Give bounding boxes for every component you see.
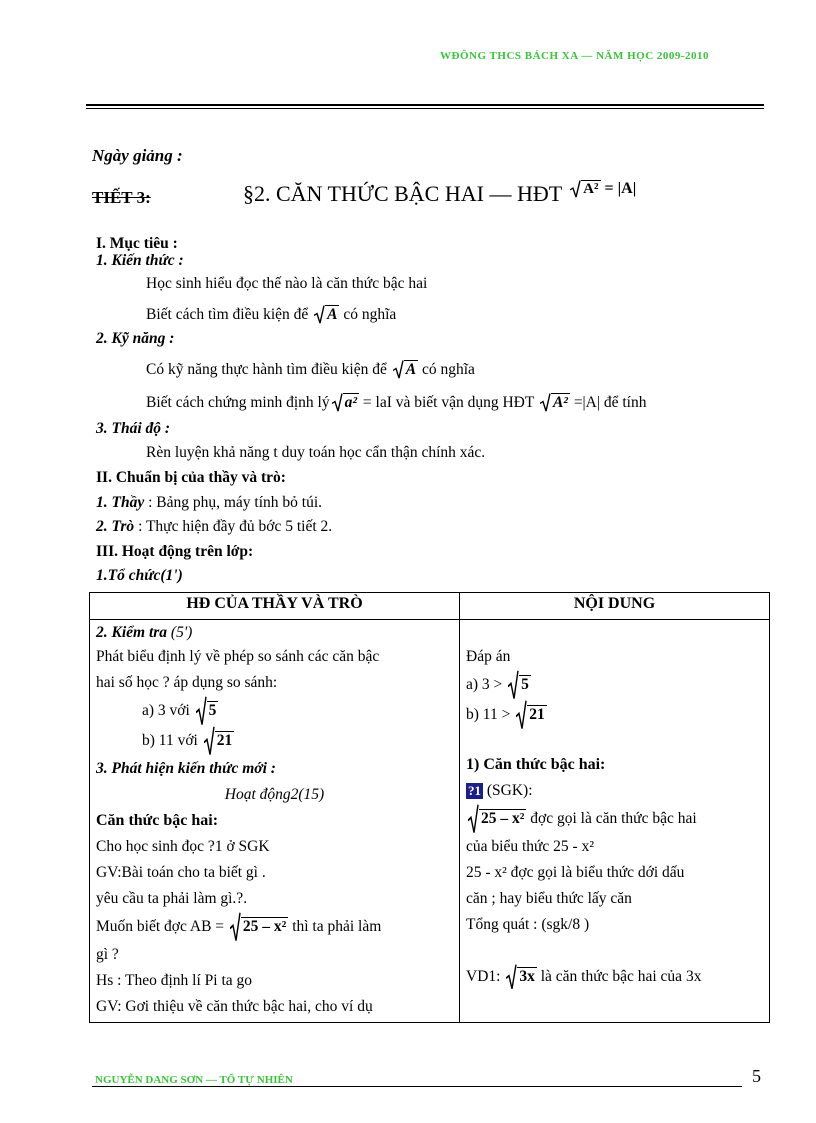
header-rule (86, 104, 764, 106)
section-1-heading: I. Mục tiêu : (96, 235, 178, 252)
table-header-activities: HĐ CỦA THẦY VÀ TRÒ (90, 593, 460, 620)
radical-25-x2: 25 – x² (230, 912, 288, 942)
page-number: 5 (752, 1066, 761, 1086)
dapan-label: Đáp án (466, 648, 511, 665)
tro-line: 2. Trò : Thực hiện đầy đủ bớc 5 tiết 2. (96, 518, 333, 535)
right-line: căn ; hay biểu thức lấy căn (466, 890, 632, 907)
header-rule-thin (86, 108, 764, 109)
thaido-line-1: Rèn luyện khả năng t duy toán học cẩn thận chính xác. (146, 444, 486, 461)
radical-a: A (314, 305, 339, 324)
radical-a2-small: a² (332, 393, 359, 412)
right-line: 25 - x² đợc gọi là biểu thức dới dấu (466, 864, 685, 881)
kynang-heading: 2. Kỹ năng : (96, 330, 175, 347)
lesson-title (243, 180, 636, 208)
left-line: hai số học ? áp dụng so sánh: (96, 674, 278, 691)
radical-21: 21 (204, 726, 235, 756)
table-header-content: NỘI DUNG (460, 593, 770, 620)
left-line-a: a) 3 với 5 (96, 696, 453, 726)
radical-5: 5 (508, 670, 531, 700)
left-line-ab: Muốn biết đợc AB = 25 – x² thì ta phải làm (96, 912, 453, 942)
thay-line: 1. Thầy : Bảng phụ, máy tính bỏ túi. (96, 494, 323, 511)
tochuc-heading: 1.Tổ chức(1') (96, 567, 183, 584)
example-1-line: VD1: 3x là căn thức bậc hai của 3x (466, 964, 763, 990)
lesson-table (89, 592, 770, 1023)
right-line-a: a) 3 > 5 (466, 670, 763, 700)
left-line: GV: Gơi thiệu về căn thức bậc hai, cho ví dụ (96, 998, 373, 1015)
title-text: §2. CĂN THỨC BẬC HAI — HĐT (243, 181, 563, 206)
hoatdong-heading: Hoạt động2(15) (224, 786, 325, 803)
left-line: Cho học sinh đọc ?1 ở SGK (96, 838, 270, 855)
kienthuc-line-1: Học sinh hiểu đọc thế nào là căn thức bậc hai (146, 275, 428, 292)
footer-rule (92, 1086, 742, 1087)
kienthuc-line-2: Biết cách tìm điều kiện để A có nghĩa (146, 306, 397, 323)
title-radical: A² (570, 180, 600, 198)
left-line: Phát biểu định lý về phép so sánh các căn bậc (96, 648, 380, 665)
kienthuc-heading: 1. Kiến thức : (96, 252, 184, 269)
thaido-heading: 3. Thái độ : (96, 420, 171, 437)
kiemtra-heading: 2. Kiểm tra (5') (96, 624, 193, 641)
canthuc-heading: Căn thức bậc hai: (96, 812, 219, 829)
header-text: WĐÔNG THCS BÁCH XA — NĂM HỌC 2009-2010 (440, 50, 710, 62)
radical-3x: 3x (506, 964, 537, 990)
tiet-label: TIẾT 3: (92, 188, 151, 207)
section-3-heading: III. Hoạt động trên lớp: (96, 543, 254, 560)
radical-5: 5 (196, 696, 219, 726)
left-line-b: b) 11 với 21 (96, 726, 453, 756)
section-2-heading: II. Chuẩn bị của thầy và trò: (96, 469, 286, 486)
table-cell-left (90, 620, 460, 1023)
right-line: Tổng quát : (sgk/8 ) (466, 916, 590, 933)
right-line: của biểu thức 25 - x² (466, 838, 594, 855)
right-line-radical: 25 – x² đợc gọi là căn thức bậc hai (466, 804, 763, 834)
ngay-giang: Ngày giảng : (92, 146, 183, 165)
left-line: Hs : Theo định lí Pi ta go (96, 972, 253, 989)
question-badge: ?1 (468, 783, 481, 798)
left-line: GV:Bài toán cho ta biết gì . (96, 864, 266, 881)
kynang-line-1: Có kỹ năng thực hành tìm điều kiện để A có nghĩa (146, 361, 475, 378)
radical-A2: A² (540, 393, 570, 412)
left-line: yêu cầu ta phải làm gì.?. (96, 890, 248, 907)
title-suffix: = |A| (600, 180, 637, 197)
question-1-line: ?1 (SGK): (468, 782, 533, 799)
table-cell-right (460, 620, 770, 1023)
radical-21: 21 (516, 700, 547, 730)
radical-a: A (393, 360, 418, 379)
left-line: gì ? (96, 946, 119, 963)
radical-25-x2: 25 – x² (468, 804, 526, 834)
kynang-line-2: Biết cách chứng minh định lý a² = laI và biết vận dụng HĐT A² =|A| để tính (146, 394, 647, 411)
right-line-b: b) 11 > 21 (466, 700, 763, 730)
footer-text: NGUYỄN DANG SƠN — TỔ TỰ NHIÊN (95, 1074, 293, 1086)
phathien-heading: 3. Phát hiện kiến thức mới : (96, 760, 276, 777)
canthuc-right-heading: 1) Căn thức bậc hai: (466, 756, 606, 773)
